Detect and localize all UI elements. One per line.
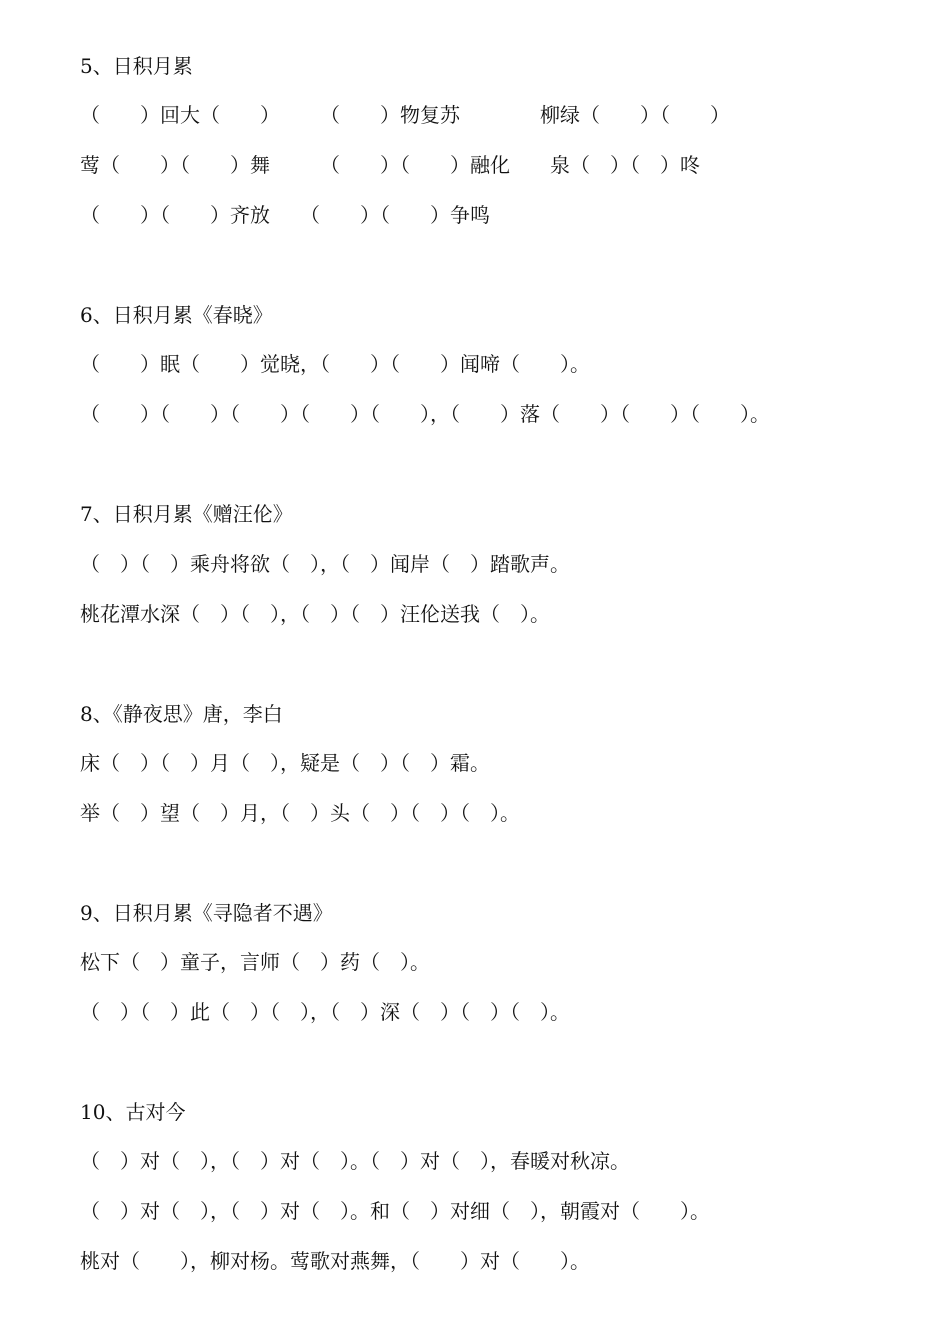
- section-5-line-1: （ ）回大（ ） （ ）物复苏 柳绿（ ）（ ）: [80, 103, 730, 127]
- section-8-line-2: 举（ ）望（ ）月，（ ）头（ ）（ ）（ ）。: [80, 801, 520, 825]
- section-6-line-2: （ ）（ ）（ ）（ ）（ ），（ ）落（ ）（ ）（ ）。: [80, 402, 770, 426]
- section-10-line-1: （ ）对（ ），（ ）对（ ）。（ ）对（ ），春暖对秋凉。: [80, 1149, 630, 1173]
- section-8-title: 8、《静夜思》唐，李白: [80, 702, 283, 726]
- section-7-line-1: （ ）（ ）乘舟将欲（ ），（ ）闻岸（ ）踏歌声。: [80, 552, 570, 576]
- section-6-title: 6、日积月累《春晓》: [80, 303, 273, 327]
- section-10-line-3: 桃对（ ），柳对杨。莺歌对燕舞，（ ）对（ ）。: [80, 1249, 590, 1273]
- section-7-title: 7、日积月累《赠汪伦》: [80, 502, 293, 526]
- section-9-line-1: 松下（ ）童子，言师（ ）药（ ）。: [80, 950, 430, 974]
- section-9-line-2: （ ）（ ）此（ ）（ ），（ ）深（ ）（ ）（ ）。: [80, 1000, 570, 1024]
- section-5-title: 5、日积月累: [80, 54, 193, 78]
- section-9-title: 9、日积月累《寻隐者不遇》: [80, 901, 333, 925]
- section-5-line-3: （ ）（ ）齐放 （ ）（ ）争鸣: [80, 203, 490, 227]
- section-10-line-2: （ ）对（ ），（ ）对（ ）。和（ ）对细（ ），朝霞对（ ）。: [80, 1199, 710, 1223]
- section-8-line-1: 床（ ）（ ）月（ ），疑是（ ）（ ）霜。: [80, 751, 490, 775]
- section-7-line-2: 桃花潭水深（ ）（ ），（ ）（ ）汪伦送我（ ）。: [80, 602, 550, 626]
- section-6-line-1: （ ）眠（ ）觉晓，（ ）（ ）闻啼（ ）。: [80, 352, 590, 376]
- section-10-title: 10、古对今: [80, 1100, 186, 1124]
- section-5-line-2: 莺（ ）（ ）舞 （ ）（ ）融化 泉（ ）（ ）咚: [80, 153, 700, 177]
